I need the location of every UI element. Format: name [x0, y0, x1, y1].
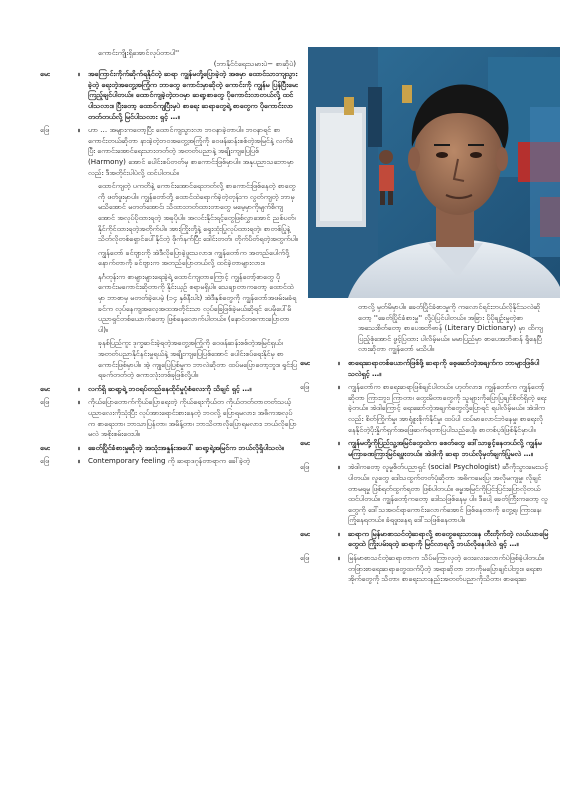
answer-text: မြန်မာစာသင်တဲ့ဆရာတာက သိပ်မကြာလှတဲ့ ဝေးလေးလောက်ပဲဖြစ်ခဲ့ပါတယ်။ တဖြားစာရေးဆရာတွေထက်ပိုတဲ့ အရာဆိုတာ ဘာကိုမပြောချင်ပါဘူး။ ရေးစာအိုက်တွေကို သိတာ၊ စာရေးသားနည်းအတတ်ပညာကိုသိတာ၊ စာရေးဆ	[348, 553, 544, 584]
speaker-separator: ။	[337, 357, 340, 367]
question-text: ခေတ်ပြိုင်ခံစားမှုဆိုတဲ့ အသုံးအနှုန်းအပေါ် ဆရာ့ရဲ့အမြင်က ဘယ်လိုရှိပါသလဲ။	[88, 442, 284, 452]
answer-block	[300, 462, 550, 526]
question-text: ဆရာက မြန်မာစာသင်တဲ့ဆရာလို့ စာတွေရေးသားနေ တီးတိုက်တဲ့ လယ်ယာမြေတွေထဲ ကြိုးပမ်းရတဲ့ ဆရာကို မြင်လာရလို့ ဘယ်လိုနေပါလဲ ရှင့် …။	[348, 528, 549, 549]
answer-paragraph: ထောင်ကျတဲ့ ပကတိနဲ့ ကောင်းအောင်ရေးတတ်လို့ စာကောင်းဖြစ်နေတဲ့ စာတွေကို ဖတ်ဖူးမှာပါ။ ကျွန်တော်တို့ ထောင်ထဲရောက်ခဲ့တဲ့တုန်းက လွတ်ကျတဲ့ ဘာမှမသိအောင် မတတ်အောင်၊ သိထားတတ်ထားတာတွေ မမေ့မှာကိုမျက်စိကျအောင် အလုပ်ပိုထားရတဲ့ အခုပိုပါ။ အလင်းနိုင်းရင့်တွေဖြစ်လွှာအောင် ညစ်ပတ်၊ နိုင်ကိုင်ထားရတဲ့အတိုက်ပါ။ အားကြိုးတို့နဲ့ ရှေးထုံးပြုလုပ်ထားရတဲ့၊ စာတစ်ပြုနဲ့ သိတ်လိုတစ်ရှောင်ပေါ်နိုင်တဲ့ ဖိုက်နက်ပြီး ဒေါင်းတတ်၊ တိုက်ပိတ်ရတဲ့အတွက်ပါ။	[98, 181, 298, 244]
answer-text: ကိုယ်ပြောတောက်ကိုယ်ပြောရေးတဲ့ ကိုယ်ရေးကိုယ်တ ကိုယ်တတ်တာတတ်သယ့်ပညာလေးကိုသုံးပြီး လုပ်အားရောင်းစားနေတဲ့ ဘဝလို့ ပြောရမလား၊ အဓိကအလုပ်က စာရေးတာ၊ ဘာသာပြန်တာ၊ အမိန့်တာ၊ ဘာသိတာလိုပြောရမလား၊ ဘယ်လိုပြောမလဲ အစိုးစမ်းဝေးပါ။	[88, 397, 297, 439]
answer-block	[300, 553, 550, 585]
answer-text: Contemporary feeling ကို ဆရာဒဂုန်တာရာက ခေါ်ခဲ့တဲ့	[88, 456, 250, 466]
question-text: အကြောင်းကိုက်ဆိုက်ရနိုင်တဲ့ ဆရာ ကျွန်မတို့ပြောခဲ့တဲ့ အစမှာ ထောင်သားကျသွားခဲ့တဲ့ ရေးတဲ့အတွေ့အကြုံက ဘာတွေ ကောင်းမှာဆိုတဲ့ ကောင်းကို ကျွန်မ ပြန်ပြီးမေးကြည့်ချင်ပါတယ်။ ထောင်ကျခဲ့တဲ့ဘဝမှာ ဆရာ့စာတွေ ပိုကောင်းလာတယ်လို့ ထင်ပါသလား။ ပြီးတော့ ထောင်ကျပြီးမှပဲ စာရေး ဆရာတွေရဲ့ စာတွေက ပိုကောင်းလာတတ်တယ်လို့ မြင်ပါသလား ရှင့် …။	[88, 69, 298, 121]
portrait-photo	[308, 47, 560, 298]
speaker-answer: ဖြေ	[40, 397, 50, 407]
portrait-image	[308, 47, 560, 298]
speaker-separator: ။	[77, 383, 80, 393]
speaker-separator: ။	[337, 382, 340, 392]
speaker-question: မေး	[40, 69, 50, 79]
speaker-separator: ။	[77, 442, 80, 452]
speaker-label	[40, 443, 88, 454]
answer-paragraph: တာလို့ မှတ်မိမှာပါ။ ခေတ်ပြိုင်ခံစားမှုကို ကလောင်ရင်းဘယ်လိုနိုင်သလဲဆိုတော့ ''ခေတ်ပြိုင်ခံစားမှု'' လို့ပဲပြင်ပါတယ်။ အခြား ပိုပိုချဉ်းမှုတဲ့စာ အသေးစိတ်တော့ စာပေအဘိဓာန် (Literary Dictionary) မှာ ထိကျပြည့်စုံအောင် ဖွင့်ပြထား ပါလိမ့်မယ်။ မမာပြည်မှာ စာပေအဘိဓာန် ရှိနေပြီလားဆိုတာ ကျွန်တော် မသိပါ။	[358, 302, 543, 354]
speaker-separator: ။	[77, 397, 80, 407]
question-block	[300, 358, 550, 379]
answer-paragraph: နင်္ဂတုန်းက စာများများရေးခဲ့ရဲ့ ထောင်ကျတာကြောင့် ကျွန်တော့်စာတွေ ပိုကောင်းမကောင်းဆိုတာကို နိုင်းယှဉ် စရာမရှိပါ။ သေချာတာကတော့ ထောင်ထဲမှာ ဘာစာမှ မတတ်ခဲ့ပေမဲ့ (၁၄ နှစ်နီးပါး) အဲဒီနှစ်တွေကို ကျွန်တော်အဖမ်းမခံရခင်က လုပ်နေကျအလေ့အထအတိုင်းသာ လုပ်ခြေဖြစ်ခဲ့မယ်ဆိုရင် ပေမိုပေါ်မိပညာရှင်တစ်ယောက်တော့ ဖြစ်နေလောက်ပါတယ်။ (နောင်တစကားပြောတာပါ)။	[98, 271, 297, 334]
speaker-question: မေး	[40, 442, 50, 452]
speaker-label	[300, 438, 348, 459]
speaker-label	[40, 456, 88, 467]
question-block	[40, 384, 298, 395]
intro-quote	[98, 48, 298, 69]
answer-paragraph: ခုနစ်ပြည်ကူး ဒုက္ခဆင်းခဲ့ရတဲ့အတွေ့အကြုံကို ဝေဖန်ဆန်းစစ်တဲ့အမြင်ရှယ်၊ အတတ်ပညာနိုင်နင်းမှုရယ်နဲ့ အချိုးကျပြေပြစ်အောင် ပေါင်းစပ်ရေးနိုင်မှ စာကောင်းဖြစ်မှာပါ။ အဲ့ ကျုပြေပြစ်မှုက ဘာလဲဆိုတာ ထပ်မပြောတော့ဘူး။ ရှင်းပြရခက်တတ်တဲ့ စကားလုံးတစ်ခုဖြစ်လို့ပါ။	[98, 338, 298, 380]
answer-block	[40, 456, 298, 467]
speaker-label	[300, 553, 348, 585]
question-text: လက်ရှိ ဆရာ့ရဲ့ ဘဝရပ်တည်နေထိုင်မှုပုံစံလေးကို သိချင် ရှင့် …။	[88, 383, 252, 393]
intro-source: (ဘာနိုင်ငံရေးသမားပဲ− စာဆိုပဲ)	[213, 58, 296, 68]
speaker-separator: ။	[337, 553, 340, 563]
speaker-question: မေး	[300, 357, 310, 367]
speaker-question: မေး	[300, 528, 310, 538]
speaker-label	[40, 384, 88, 395]
speaker-label	[40, 69, 88, 122]
speaker-separator: ။	[337, 462, 340, 472]
speaker-answer: ဖြေ	[40, 125, 50, 135]
speaker-label	[300, 529, 348, 550]
answer-block	[40, 397, 298, 439]
speaker-label	[40, 125, 88, 178]
left-qa-list	[40, 69, 298, 467]
speaker-separator: ။	[77, 456, 80, 466]
answer-text: အဲဒါကတော့ လူမှုစိတ်ပညာရှင် (social Psychologist) ဆီကိုသွားမေးသင့်ပါတယ်။ လူတွေ ဒေါသထွက်တတ်ပုံဆိုတာ အဓိကမေးပြ၊ အလိုမကျမှု၊ လိုချင်တာမရမှု ဖြစ်ရတ်ထွက်ရတာ ဖြစ်ပါတယ်။ ဓမ္မအမြင်ကိုပြင်းပြင်းပြောလိုတယ် ထင်ပါတယ်။ ကျွန်တော့်ကတော့ ဒေါသဖြစ်နေမှ ပါ။ ဒီပေါ့ ခေတ်ကြီးကတော့ လူတွေကို ဒေါ်သအဝင်ရာကောင်းလောက်အောင် ဖြစ်နေတာကို တွေ့ရ၊ ကြားနေ၊ ကြုံနေရတယ်။ ခံရဖူးနေရ ဒေါ်သဖြစ်နေတာပါ။	[348, 462, 549, 525]
question-text: စာရေးဆရာတစ်ယောက်ဖြစ်ဖို့ ဆရာကို စေ့ဆော်တဲ့အချက်က ဘာများဖြစ်ပါသလဲရှင့် …။	[348, 357, 540, 378]
answer-paragraph: ကျွန်တော် ခင်ဗျားကို အဲဒီလိုပြောခဲ့ဖူးသလား။ ကျွန်တော်က အတည်ပေါက်ဝို့ နောက်တာကို ခင်ဗျားက အတည်ပြောတယ်လို့ ထင်ခဲ့တာများလား။	[98, 247, 290, 268]
question-block	[40, 443, 298, 454]
question-block	[40, 69, 298, 122]
left-column	[40, 48, 298, 470]
speaker-label	[300, 462, 348, 526]
answer-block	[300, 382, 550, 435]
speaker-answer: ဖြေ	[300, 382, 310, 392]
speaker-question: မေး	[300, 438, 310, 448]
speaker-question: မေး	[40, 383, 50, 393]
answer-text: ကျွန်တော်က စာရေးဆရာဖြစ်ချင်ပါတယ်။ ဟုတ်လား။ ကျွန်တော်က ကျွန်တော့်ဆိုတာ ကြားဘူး၊ ကြာတာ၊ တွေးမိတာတွေကို သူများကိုပြောပြချင်စိတ်ရှိတဲ့ ရေးခဲ့တယ်။ အဲဒါကြောင့် ရေးဆော်တဲ့အချက်တွေလို့ပြောရင် ရပါလိမ့်မယ်။ အဲဒါကလည်း စိတ်ကြိုက်မှု၊ အာရုံစူးစိုက်နိုင်မှု၊ ထပ်ပါ ထပ်မာလောင်ဘဲနေမှု၊ စာရေးလိုနေနိုင်တဲ့ပိုးနှိုက်ရှက်အဖြေဆက်ရတာပြပါသည်ပေါ့။ စာတစ်ပုဒ်ဖြစ်နိုင်မှာပါ။	[348, 382, 547, 434]
question-block	[300, 529, 550, 550]
speaker-answer: ဖြေ	[40, 456, 50, 466]
speaker-separator: ။	[77, 125, 80, 135]
speaker-separator: ။	[337, 528, 340, 538]
question-block	[300, 438, 550, 459]
speaker-label	[40, 397, 88, 439]
answer-block	[40, 125, 298, 178]
intro-line: ကောင်းကျိုးရှိအောင်လုပ်တာပါ''	[98, 48, 180, 57]
speaker-separator: ။	[77, 69, 80, 79]
speaker-label	[300, 358, 348, 379]
speaker-answer: ဖြေ	[300, 462, 310, 472]
question-text: ကျွန်မတို့ကိုပြည်သူ့အမြင်တွေထဲက စေတ်တွေ ဒေါ်သာခွင့်နေတယ်လို့ ကျွန်မ မကြာခဏကြားမြင်ရဖူးတယ်။ အဲဒါကို ဆရာ ဘယ်လိုမှတ်ချက်ပြုမလဲ …။	[348, 438, 542, 458]
answer-text: ဟာ … အများကတော့ပြီး ထောင်ကျသွားလာ ဘဝနာခဲ့တာပါ။ ဘဝနာရင် စာကောင်းတယ်ဆိုတာ နားခဲ့တဲ့ဘဝအတွေ့အကြုံကို ဝေဖန်ဆန်းစစ်တဲ့အမြင်နဲ့ လက်ခံပြီး ကောင်းအောင်ရေးသားတတ်တဲ့ အတတ်ပညာနဲ့ အချိုးကျပြေပြစ် (Harmony) အောင် ပေါင်းစပ်တတ်မှ စာကောင်းဖြစ်မှာပါ။ အနုပညာသဘောမှာလည်း ဒီအတိုင်းပါပဲလို့ ထင်ပါတယ်။	[88, 125, 294, 177]
right-qa-list	[300, 302, 550, 588]
speaker-separator: ။	[337, 438, 340, 448]
speaker-label	[300, 382, 348, 435]
speaker-answer: ဖြေ	[300, 553, 310, 563]
